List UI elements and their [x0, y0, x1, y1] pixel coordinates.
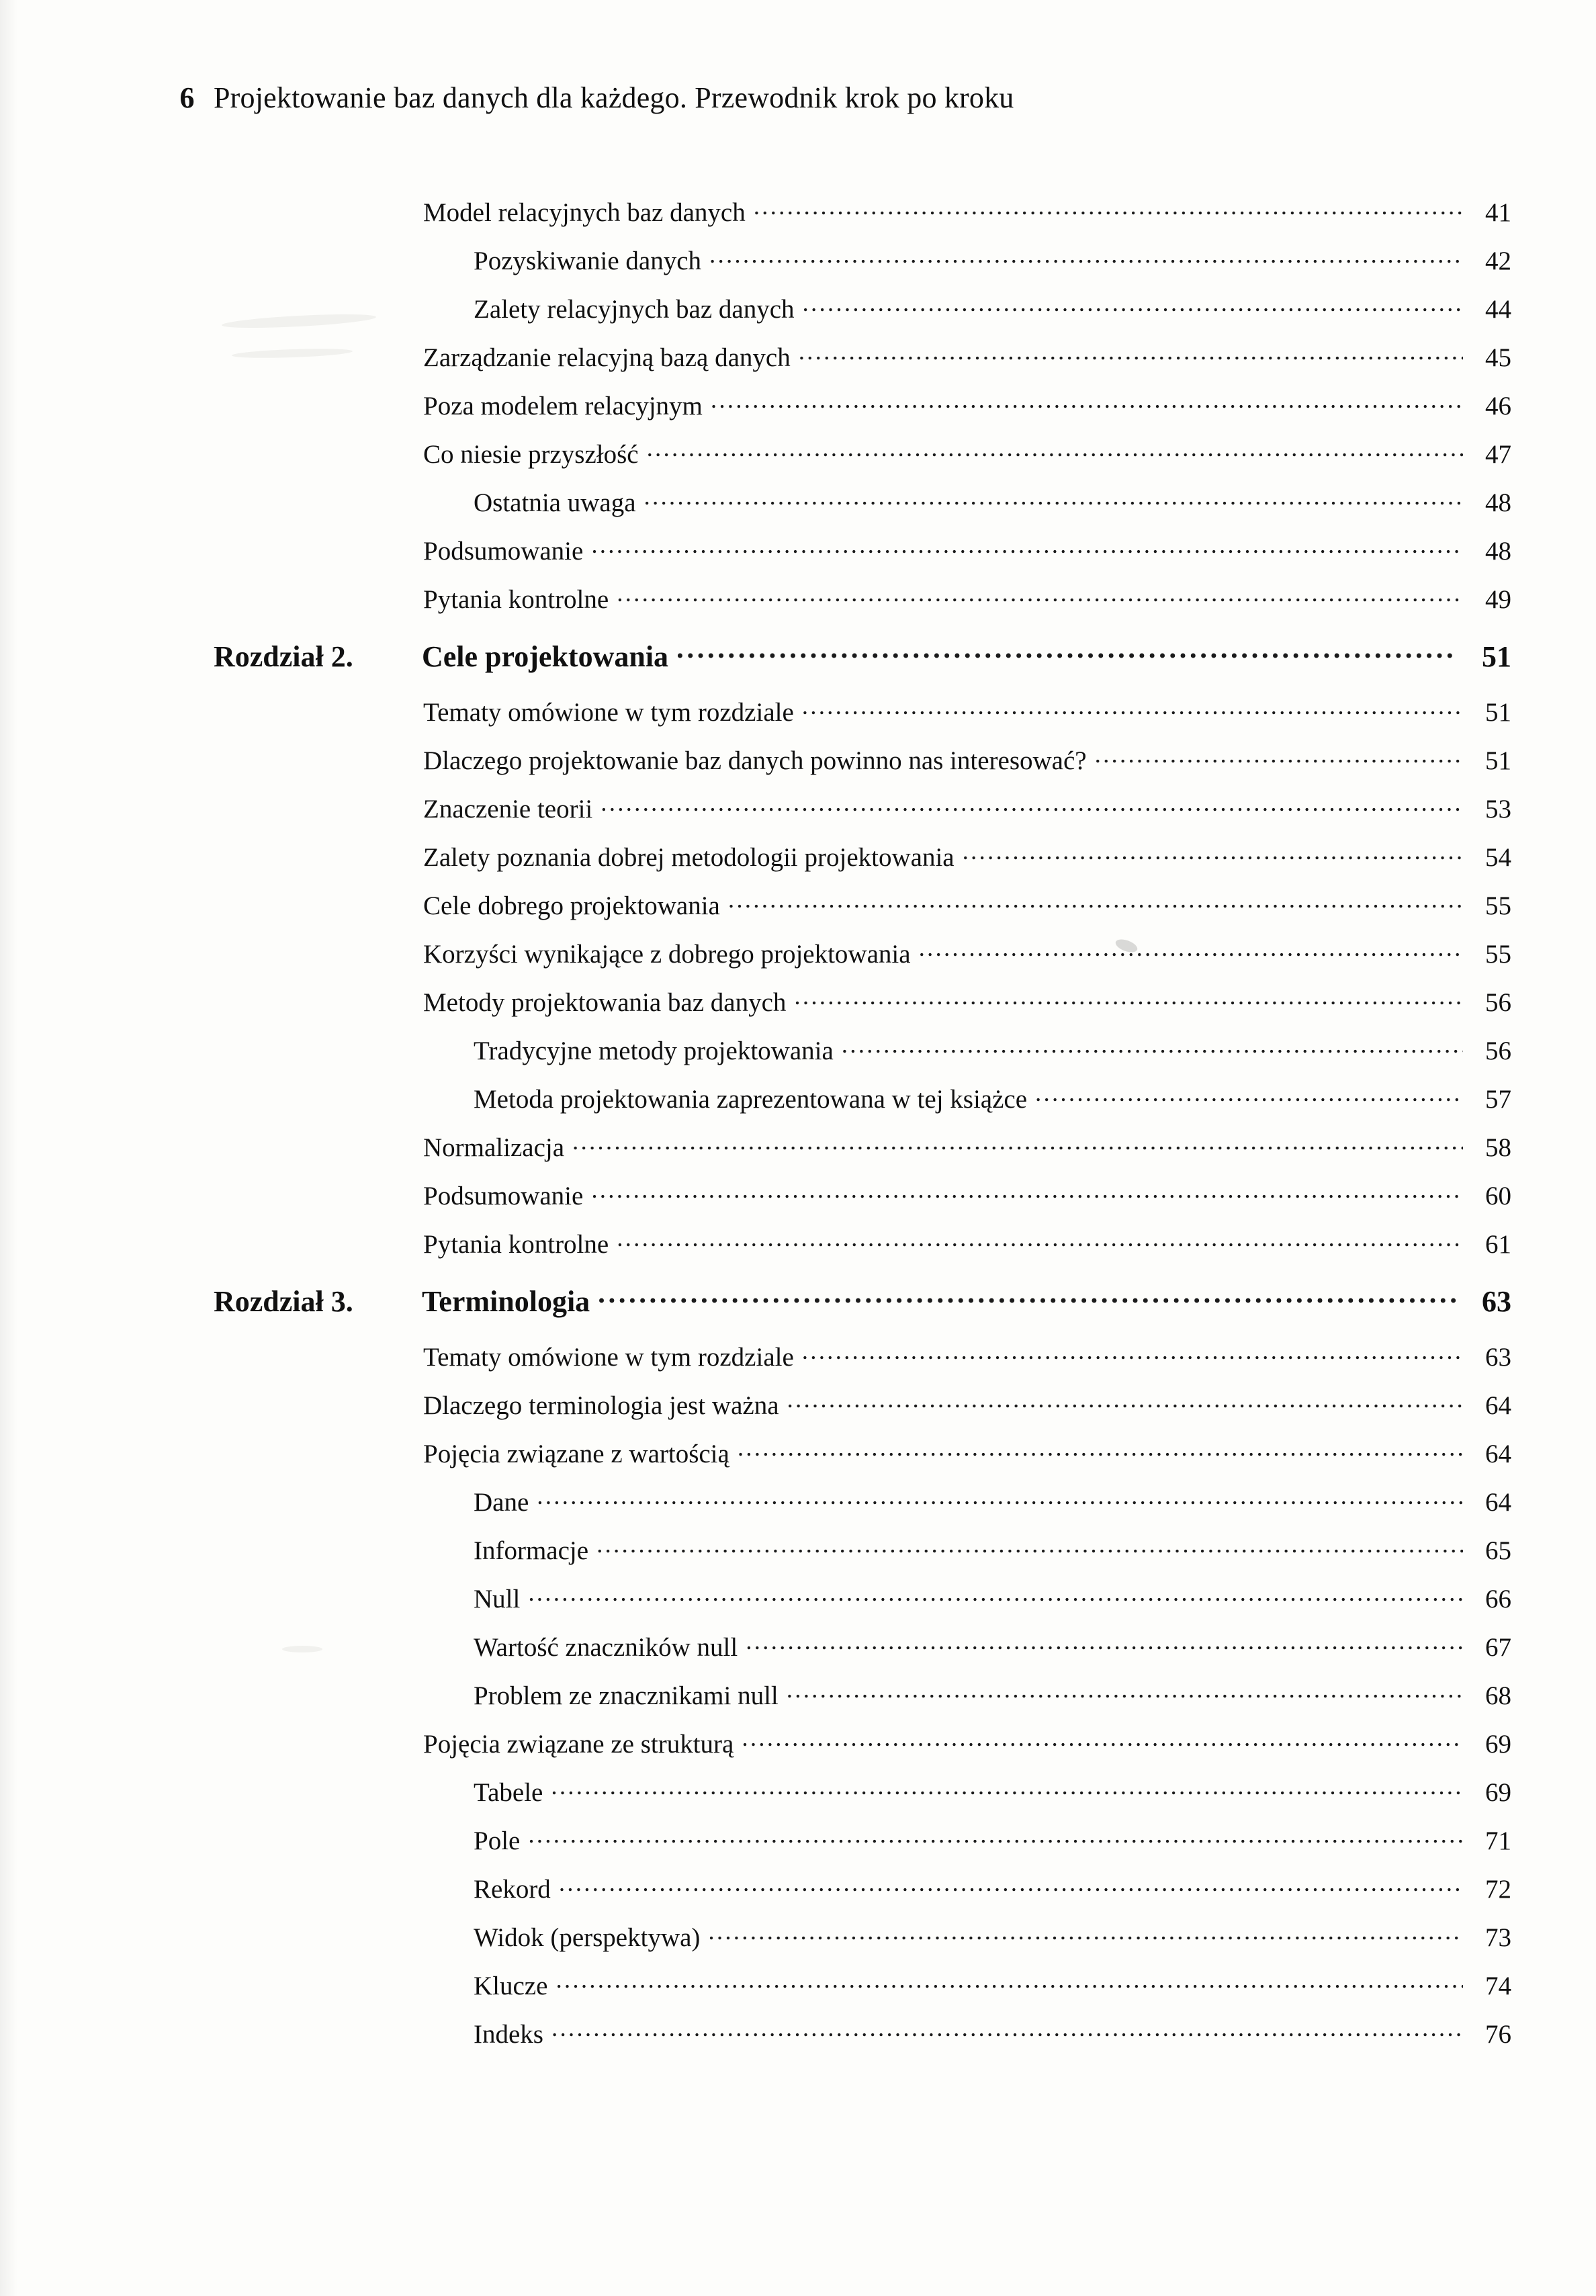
toc-entry-page-number: 60 — [1485, 1182, 1511, 1210]
toc-dot-leader — [556, 1968, 1463, 1994]
toc-entry-page-number: 51 — [1485, 698, 1511, 727]
toc-entry-label: Pole — [474, 1826, 521, 1855]
toc-entry-page-number: 55 — [1485, 891, 1511, 920]
toc-entry-label: Ostatnia uwaga — [474, 488, 636, 517]
toc-entry-page-number: 53 — [1485, 795, 1511, 824]
toc-entry-page-number: 58 — [1485, 1133, 1511, 1162]
toc-entry-page-number: 51 — [1485, 746, 1511, 775]
toc-entry-page-number: 54 — [1485, 843, 1511, 872]
toc-entry-label: Zalety poznania dobrej metodologii projektowania — [423, 843, 955, 872]
toc-entry-label: Normalizacja — [423, 1133, 565, 1162]
toc-dot-leader — [528, 1581, 1463, 1607]
toc-entry-page-number: 66 — [1485, 1585, 1511, 1614]
toc-entry-row[interactable] — [202, 1339, 1511, 1370]
toc-dot-leader — [1095, 743, 1463, 769]
toc-entry-row[interactable] — [202, 1081, 1511, 1112]
toc-entry-label: Informacje — [474, 1536, 589, 1565]
toc-entry-row[interactable] — [202, 791, 1511, 822]
toc-entry-row[interactable] — [202, 437, 1511, 468]
toc-dot-leader — [746, 1630, 1463, 1656]
toc-dot-leader — [919, 936, 1463, 963]
toc-chapter-row[interactable] — [202, 637, 1511, 672]
toc-entry-page-number: 55 — [1485, 940, 1511, 969]
toc-entry-page-number: 48 — [1485, 537, 1511, 566]
toc-dot-leader — [1035, 1081, 1463, 1108]
toc-entry-label: Tematy omówione w tym rozdziale — [423, 698, 794, 727]
toc-entry-label: Korzyści wynikające z dobrego projektowania — [423, 940, 911, 969]
toc-entry-row[interactable] — [202, 388, 1511, 419]
toc-entry-label: Znaczenie teorii — [423, 795, 593, 824]
toc-entry-page-number: 42 — [1485, 247, 1511, 275]
toc-entry-row[interactable] — [202, 1871, 1511, 1902]
toc-dot-leader — [738, 1436, 1463, 1462]
toc-entry-page-number: 63 — [1485, 1343, 1511, 1372]
toc-entry-row[interactable] — [202, 243, 1511, 274]
toc-entry-row[interactable] — [202, 195, 1511, 226]
toc-entry-page-number: 73 — [1485, 1923, 1511, 1952]
toc-entry-label: Podsumowanie — [423, 1182, 584, 1210]
toc-entry-row[interactable] — [202, 2017, 1511, 2047]
toc-entry-page-number: 56 — [1485, 988, 1511, 1017]
toc-entry-row[interactable] — [202, 1920, 1511, 1951]
toc-dot-leader — [803, 292, 1463, 318]
page-number: 6 — [179, 81, 195, 114]
toc-entry-row[interactable] — [202, 582, 1511, 613]
toc-entry-label: Metoda projektowania zaprezentowana w tej książce — [474, 1085, 1028, 1114]
toc-entry-label: Cele projektowania — [422, 640, 669, 673]
toc-entry-row[interactable] — [202, 695, 1511, 725]
toc-entry-row[interactable] — [202, 985, 1511, 1016]
toc-entry-label: Tradycyjne metody projektowania — [474, 1036, 834, 1065]
toc-entry-label: Terminologia — [422, 1285, 590, 1318]
toc-entry-row[interactable] — [202, 1581, 1511, 1612]
toc-dot-leader — [802, 1339, 1463, 1366]
toc-entry-row[interactable] — [202, 743, 1511, 774]
toc-entry-row[interactable] — [202, 1436, 1511, 1467]
toc-entry-page-number: 56 — [1485, 1036, 1511, 1065]
toc-entry-label: Pojęcia związane ze strukturą — [423, 1730, 734, 1759]
toc-entry-row[interactable] — [202, 1130, 1511, 1161]
toc-entry-label: Co niesie przyszłość — [423, 440, 639, 469]
toc-entry-page-number: 45 — [1485, 343, 1511, 372]
table-of-contents — [202, 195, 1511, 2065]
toc-dot-leader — [787, 1678, 1463, 1704]
toc-dot-leader — [559, 1871, 1463, 1898]
toc-dot-leader — [963, 840, 1463, 866]
toc-entry-row[interactable] — [202, 1726, 1511, 1757]
toc-entry-page-number: 44 — [1485, 295, 1511, 324]
toc-entry-page-number: 63 — [1482, 1285, 1511, 1318]
toc-dot-leader — [598, 1282, 1456, 1311]
toc-dot-leader — [596, 1533, 1463, 1559]
toc-dot-leader — [644, 485, 1463, 511]
toc-dot-leader — [842, 1033, 1463, 1059]
toc-entry-row[interactable] — [202, 1033, 1511, 1064]
toc-entry-label: Pojęcia związane z wartością — [423, 1440, 729, 1468]
toc-entry-page-number: 48 — [1485, 488, 1511, 517]
toc-entry-row[interactable] — [202, 1533, 1511, 1564]
toc-entry-label: Wartość znaczników null — [474, 1633, 738, 1662]
toc-entry-page-number: 46 — [1485, 392, 1511, 421]
toc-dot-leader — [708, 1920, 1463, 1946]
toc-entry-page-number: 69 — [1485, 1778, 1511, 1807]
toc-entry-label: Klucze — [474, 1972, 548, 2000]
toc-entry-row[interactable] — [202, 888, 1511, 919]
toc-entry-label: Pozyskiwanie danych — [474, 247, 702, 275]
toc-dot-leader — [676, 637, 1456, 666]
toc-entry-label: Problem ze znacznikami null — [474, 1681, 779, 1710]
toc-entry-label: Dlaczego terminologia jest ważna — [423, 1391, 779, 1420]
toc-entry-row[interactable] — [202, 840, 1511, 871]
toc-entry-label: Indeks — [474, 2020, 543, 2049]
toc-entry-row[interactable] — [202, 1178, 1511, 1209]
toc-entry-label: Poza modelem relacyjnym — [423, 392, 703, 421]
toc-entry-row[interactable] — [202, 1227, 1511, 1257]
toc-entry-row[interactable] — [202, 1678, 1511, 1709]
toc-dot-leader — [528, 1823, 1463, 1849]
toc-entry-page-number: 61 — [1485, 1230, 1511, 1259]
toc-entry-page-number: 49 — [1485, 585, 1511, 614]
toc-dot-leader — [742, 1726, 1463, 1753]
toc-chapter-row[interactable] — [202, 1282, 1511, 1317]
toc-entry-page-number: 74 — [1485, 1972, 1511, 2000]
scan-edge-shadow — [0, 0, 17, 2296]
toc-dot-leader — [794, 985, 1463, 1011]
toc-dot-leader — [647, 437, 1463, 463]
toc-entry-label: Podsumowanie — [423, 537, 584, 566]
toc-entry-page-number: 71 — [1485, 1826, 1511, 1855]
toc-entry-label: Null — [474, 1585, 521, 1614]
toc-entry-page-number: 47 — [1485, 440, 1511, 469]
toc-entry-row[interactable] — [202, 936, 1511, 967]
toc-entry-label: Widok (perspektywa) — [474, 1923, 701, 1952]
toc-entry-page-number: 64 — [1485, 1440, 1511, 1468]
toc-dot-leader — [551, 2017, 1463, 2043]
toc-entry-page-number: 51 — [1482, 640, 1511, 673]
toc-entry-page-number: 65 — [1485, 1536, 1511, 1565]
toc-dot-leader — [711, 388, 1463, 414]
toc-entry-row[interactable] — [202, 533, 1511, 564]
toc-entry-row[interactable] — [202, 292, 1511, 322]
toc-entry-label: Model relacyjnych baz danych — [423, 198, 746, 227]
toc-entry-label: Zarządzanie relacyjną bazą danych — [423, 343, 791, 372]
toc-entry-row[interactable] — [202, 1823, 1511, 1854]
toc-entry-row[interactable] — [202, 1485, 1511, 1515]
toc-entry-page-number: 64 — [1485, 1488, 1511, 1517]
toc-entry-label: Tematy omówione w tym rozdziale — [423, 1343, 794, 1372]
toc-dot-leader — [802, 695, 1463, 721]
toc-chapter-number: Rozdział 3. — [214, 1285, 353, 1318]
toc-entry-row[interactable] — [202, 1968, 1511, 1999]
toc-entry-label: Dlaczego projektowanie baz danych powinno nas interesować? — [423, 746, 1087, 775]
toc-entry-page-number: 57 — [1485, 1085, 1511, 1114]
toc-entry-row[interactable] — [202, 1388, 1511, 1419]
toc-dot-leader — [591, 1178, 1463, 1204]
toc-entry-label: Pytania kontrolne — [423, 1230, 609, 1259]
toc-entry-page-number: 76 — [1485, 2020, 1511, 2049]
toc-dot-leader — [617, 582, 1463, 608]
toc-entry-label: Metody projektowania baz danych — [423, 988, 787, 1017]
toc-dot-leader — [799, 340, 1463, 366]
toc-entry-page-number: 64 — [1485, 1391, 1511, 1420]
toc-dot-leader — [754, 195, 1463, 221]
book-title: Projektowanie baz danych dla każdego. Przewodnik krok po kroku — [214, 81, 1014, 114]
toc-entry-row[interactable] — [202, 1630, 1511, 1661]
toc-entry-page-number: 69 — [1485, 1730, 1511, 1759]
toc-dot-leader — [787, 1388, 1463, 1414]
toc-dot-leader — [551, 1775, 1463, 1801]
toc-entry-row[interactable] — [202, 340, 1511, 371]
toc-dot-leader — [601, 791, 1463, 818]
running-head — [0, 81, 1596, 115]
toc-entry-label: Tabele — [474, 1778, 543, 1807]
toc-entry-label: Cele dobrego projektowania — [423, 891, 720, 920]
toc-dot-leader — [709, 243, 1463, 269]
toc-chapter-number: Rozdział 2. — [214, 640, 353, 673]
toc-entry-page-number: 67 — [1485, 1633, 1511, 1662]
toc-entry-label: Rekord — [474, 1875, 551, 1904]
toc-dot-leader — [572, 1130, 1463, 1156]
toc-entry-label: Zalety relacyjnych baz danych — [474, 295, 795, 324]
toc-dot-leader — [591, 533, 1463, 560]
toc-entry-row[interactable] — [202, 1775, 1511, 1806]
toc-entry-row[interactable] — [202, 485, 1511, 516]
toc-entry-page-number: 72 — [1485, 1875, 1511, 1904]
toc-dot-leader — [537, 1485, 1463, 1511]
toc-dot-leader — [728, 888, 1463, 914]
toc-dot-leader — [617, 1227, 1463, 1253]
toc-entry-label: Dane — [474, 1488, 529, 1517]
toc-entry-label: Pytania kontrolne — [423, 585, 609, 614]
toc-entry-page-number: 68 — [1485, 1681, 1511, 1710]
toc-entry-page-number: 41 — [1485, 198, 1511, 227]
